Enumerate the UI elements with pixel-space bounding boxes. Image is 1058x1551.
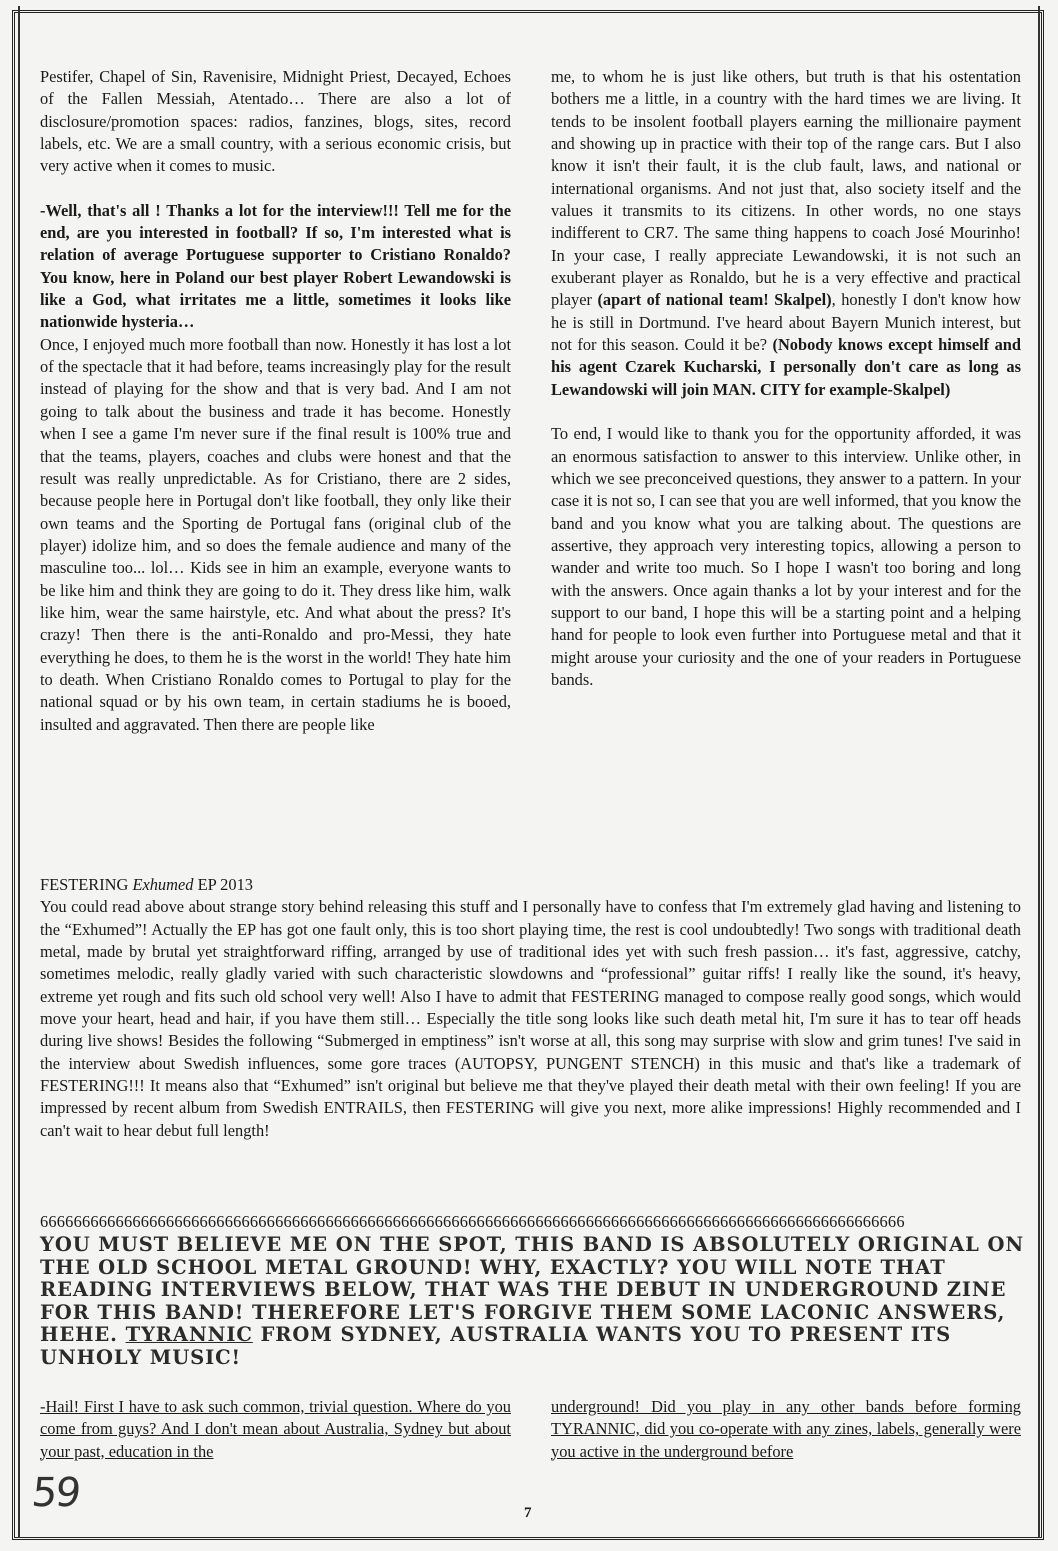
review-section [40, 874, 1021, 1142]
review-title [40, 874, 1021, 896]
answer-continued-2: , honestly I don't know how he is still in Dortmund. I've heard about Bayern Munich interest, but not for this season. Could it be? [551, 290, 1021, 355]
review-body: You could read above about strange story behind releasing this stuff and I personally have to confess that I'm extremely glad having and listening to the “Exhumed”! Actually the EP has got one fault only, this is too short playing time, the rest is cool undoubtedly! Two songs with traditional death metal, made by brutal yet straightforward riffing, arranged by use of traditional ides yet with such fresh passion… it's fast, aggressive, catchy, sometimes melodic, really gladly varied with such characteristic slowdowns and “professional” guitar riffs! I really like the sound, it's heavy, extreme yet rough and fits such old school very well! Also I have to admit that FESTERING managed to compose really good songs, which would move your heart, head and hair, if you have them still… Especially the title song looks like such death metal hit, I'm sure it has to tear off heads during live shows! Besides the following “Submerged in emptiness” isn't worse at all, this song may surprise with slow and grim tunes! I've said in the interview about Swedish influences, some gore traces (AUTOPSY, PUNGENT STENCH) in this music and that's like a trademark of FESTERING!!! It means also that “Exhumed” isn't original but believe me that they've played their death metal with their own feeling! If you are impressed by recent album from Swedish ENTRAILS, then FESTERING will give you next, more alike impressions! Highly recommended and I can't wait to hear debut full length! [40, 897, 1021, 1140]
section-divider: 6666666666666666666666666666666666666666666666666666666666666666666666666666666666666666666666666666666 [40, 1212, 905, 1231]
right-column [551, 66, 1021, 691]
left-paragraph: Pestifer, Chapel of Sin, Ravenisire, Midnight Priest, Decayed, Echoes of the Fallen Messiah, Atentado… There are also a lot of disclosure/promotion spaces: radios, fanzines, blogs, sites, record labels, etc. We are a small country, with a serious economic crisis, but very active when it comes to music. [40, 67, 511, 176]
intro-text-2: FROM SYDNEY, AUSTRALIA WANTS YOU TO PRESENT ITS UNHOLY MUSIC! [40, 1323, 952, 1369]
next-question-left: -Hail! First I have to ask such common, trivial question. Where do you come from guys? And I don't mean about Australia, Sydney but about your past, education in the [40, 1397, 511, 1461]
answer-continued: me, to whom he is just like others, but truth is that his ostentation bothers me a little, in a country with the hard times we are living. It tends to be insolent football players earning the millionaire payment and showing up in practice with their top of the range cars. But I also know it isn't their fault, it is the club fault, laws, and national or international organisms. And not just that, also society itself and the values it transmits to its citizens. In other words, no one stays indifferent to CR7. The same thing happens to coach José Mourinho! In your case, I really appreciate Lewandowski, it is not such an exuberant player as Ronaldo, but he is a very effective and practical player [551, 67, 1021, 310]
page-number: 7 [524, 1505, 532, 1521]
right-paragraph [551, 66, 1021, 401]
interview-intro [40, 1234, 1030, 1370]
left-column [40, 66, 511, 736]
intro-band-name: TYRANNIC [125, 1323, 253, 1347]
intro-text: YOU MUST BELIEVE ME ON THE SPOT, THIS BAND IS ABSOLUTELY ORIGINAL ON THE OLD SCHOOL METAL GROUND! WHY, EXACTLY? YOU WILL NOTE THAT READING INTERVIEWS BELOW, THAT WAS THE DEBUT IN UNDERGROUND ZINE FOR THIS BAND! THEREFORE LET'S FORGIVE THEM SOME LACONIC ANSWERS, HEHE. [40, 1233, 1025, 1347]
review-band: FESTERING [40, 875, 129, 894]
review-format: EP 2013 [197, 875, 253, 894]
closing-paragraph: To end, I would like to thank you for the opportunity afforded, it was an enormous satisfaction to answer to this interview. Unlike other, in which we see preconceived questions, they answer to a pattern. In your case it is not so, I can see that you are well informed, that you know the band and you know what you are talking about. The questions are assertive, they approach very interesting topics, allowing a person to wander and write too much. So I hope I wasn't too boring and long with the answers. Once again thanks a lot by your interest and for the support to our band, I hope this will be a starting point and a helping hand for people to look even further into Portuguese metal and that it might arouse your curiosity and the one of your readers in Portuguese bands. [551, 424, 1021, 689]
interview-answer: Once, I enjoyed much more football than now. Honestly it has lost a lot of the spectacle that it had before, teams increasingly play for the result instead of playing for the show and that is very bad. And I am not going to talk about the business and trade it has become. Honestly when I see a game I'm never sure if the final result is 100% true and that the teams, players, coaches and clubs were honest and that the result was really unpredictable. As for Cristiano, there are 2 sides, because people here in Portugal don't like football, they only like their own teams and the Sporting de Portugal fans (original club of the player) idolize him, and so does the female audience and many of the masculine too... lol… Kids see in him an example, everyone wants to be like him and think they are going to do it. They dress like him, walk like him, wear the same hairstyle, etc. And what about the press? It's crazy! Then there is the anti-Ronaldo and pro-Messi, they hate everything he does, to them he is the worst in the world! They hate him to death. When Cristiano Ronaldo comes to Portugal to play for the national squad or by his own team, in certain stadiums he is booed, insulted and aggravated. Then there are people like [40, 334, 511, 734]
next-question-right: underground! Did you play in any other bands before forming TYRANNIC, did you co-operate with any zines, labels, generally were you active in the underground before [551, 1397, 1021, 1461]
editor-note: (apart of national team! Skalpel) [597, 290, 832, 310]
review-release: Exhumed [132, 875, 194, 894]
interview-question: -Well, that's all ! Thanks a lot for the interview!!! Tell me for the end, are you interested in football? If so, I'm interested what is relation of average Portuguese supporter to Cristiano Ronaldo? You know, here in Poland our best player Robert Lewandowski is like a God, what irritates me a little, sometimes it looks like nationwide hysteria… [40, 200, 511, 332]
handwritten-page-number: 59 [29, 1470, 82, 1516]
editor-note-2: (Nobody knows except himself and his agent Czarek Kucharski, I personally don't care as long as Lewandowski will join MAN. CITY for example-Skalpel) [551, 335, 1021, 399]
